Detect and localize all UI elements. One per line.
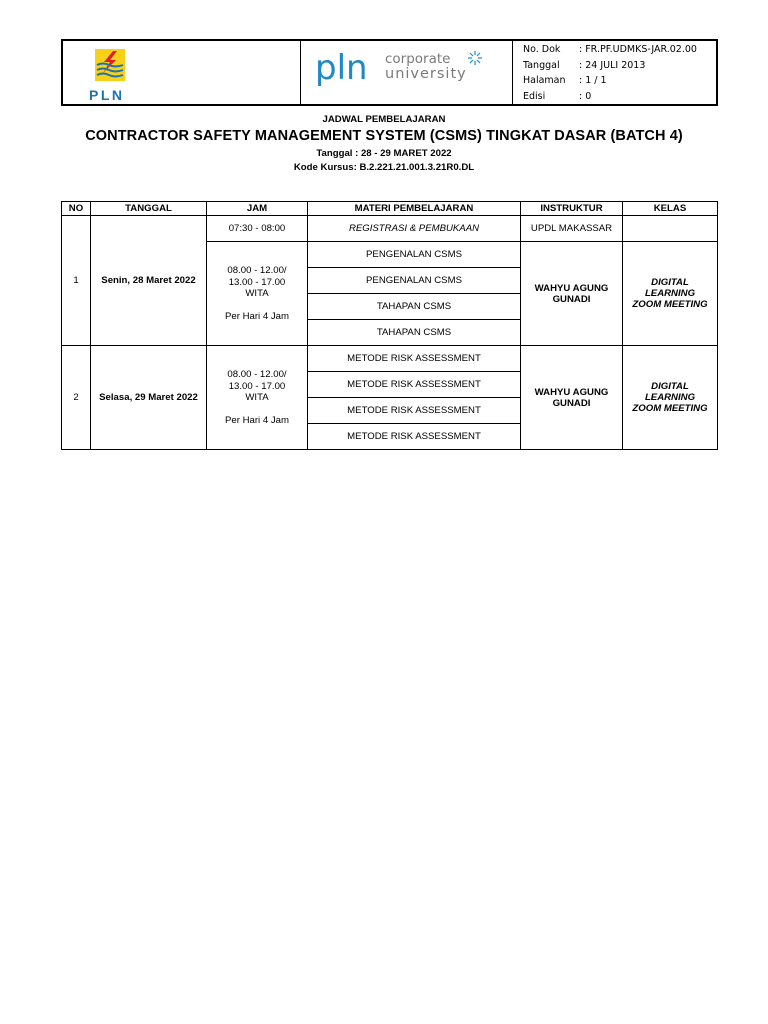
day1-materi-3: TAHAPAN CSMS <box>308 294 521 320</box>
day1-opening-materi: REGISTRASI & PEMBUKAAN <box>308 216 521 242</box>
corp-logo-line2: university <box>385 66 467 82</box>
col-header-jam: JAM <box>207 202 308 216</box>
day2-materi-3: METODE RISK ASSESSMENT <box>308 398 521 424</box>
day1-kelas: DIGITAL LEARNING ZOOM MEETING <box>623 242 718 346</box>
corp-logo-line1: corporate <box>385 51 451 67</box>
pln-corporate-university-logo <box>315 47 500 87</box>
corp-logo-brand: pln <box>315 48 368 87</box>
day1-opening-jam: 07:30 - 08:00 <box>207 216 308 242</box>
starburst-icon <box>468 51 482 65</box>
course-title: CONTRACTOR SAFETY MANAGEMENT SYSTEM (CSMS) TINGKAT DASAR (BATCH 4) <box>85 128 683 144</box>
col-header-materi: MATERI PEMBELAJARAN <box>308 202 521 216</box>
day2-tanggal: Selasa, 29 Maret 2022 <box>91 346 207 450</box>
day2-materi-1: METODE RISK ASSESSMENT <box>308 346 521 372</box>
pln-lightning-logo-icon <box>93 47 127 83</box>
day1-materi-1: PENGENALAN CSMS <box>308 242 521 268</box>
day2-materi-4: METODE RISK ASSESSMENT <box>308 424 521 450</box>
table-row <box>62 346 718 372</box>
meta-row-tanggal: Tanggal : 24 JULI 2013 <box>523 59 646 71</box>
schedule-table <box>61 201 718 450</box>
day2-no: 2 <box>62 346 91 450</box>
day1-materi-2: PENGENALAN CSMS <box>308 268 521 294</box>
pln-logo-text: PLN <box>89 87 125 103</box>
day1-tanggal: Senin, 28 Maret 2022 <box>91 216 207 346</box>
col-header-no: NO <box>62 202 91 216</box>
schedule-subtitle: JADWAL PEMBELAJARAN <box>322 114 446 125</box>
day2-materi-2: METODE RISK ASSESSMENT <box>308 372 521 398</box>
day1-no: 1 <box>62 216 91 346</box>
col-header-tanggal: TANGGAL <box>91 202 207 216</box>
document-header <box>61 39 718 106</box>
day1-jam: 08.00 - 12.00/ 13.00 - 17.00 WITA Per Hari 4 Jam <box>207 242 308 346</box>
course-date: Tanggal : 28 - 29 MARET 2022 <box>316 148 452 159</box>
col-header-instruktur: INSTRUKTUR <box>521 202 623 216</box>
course-code: Kode Kursus: B.2.221.21.001.3.21R0.DL <box>293 162 475 173</box>
day2-jam: 08.00 - 12.00/ 13.00 - 17.00 WITA Per Hari 4 Jam <box>207 346 308 450</box>
day1-materi-4: TAHAPAN CSMS <box>308 320 521 346</box>
day2-instruktur: WAHYU AGUNG GUNADI <box>521 346 623 450</box>
day1-opening-instruktur: UPDL MAKASSAR <box>521 216 623 242</box>
corporate-university-logo-cell <box>301 41 513 104</box>
col-header-kelas: KELAS <box>623 202 718 216</box>
day1-opening-kelas <box>623 216 718 242</box>
day2-kelas: DIGITAL LEARNING ZOOM MEETING <box>623 346 718 450</box>
meta-row-no-dok: No. Dok : FR.PF.UDMKS-JAR.02.00 <box>523 44 697 55</box>
day1-instruktur: WAHYU AGUNG GUNADI <box>521 242 623 346</box>
pln-logo-cell <box>63 41 301 104</box>
meta-row-halaman: Halaman : 1 / 1 <box>523 75 607 86</box>
document-meta <box>513 41 716 104</box>
meta-row-edisi: Edisi : 0 <box>523 90 592 102</box>
table-header-row <box>62 202 718 216</box>
document-titles <box>0 110 768 173</box>
table-row <box>62 216 718 242</box>
